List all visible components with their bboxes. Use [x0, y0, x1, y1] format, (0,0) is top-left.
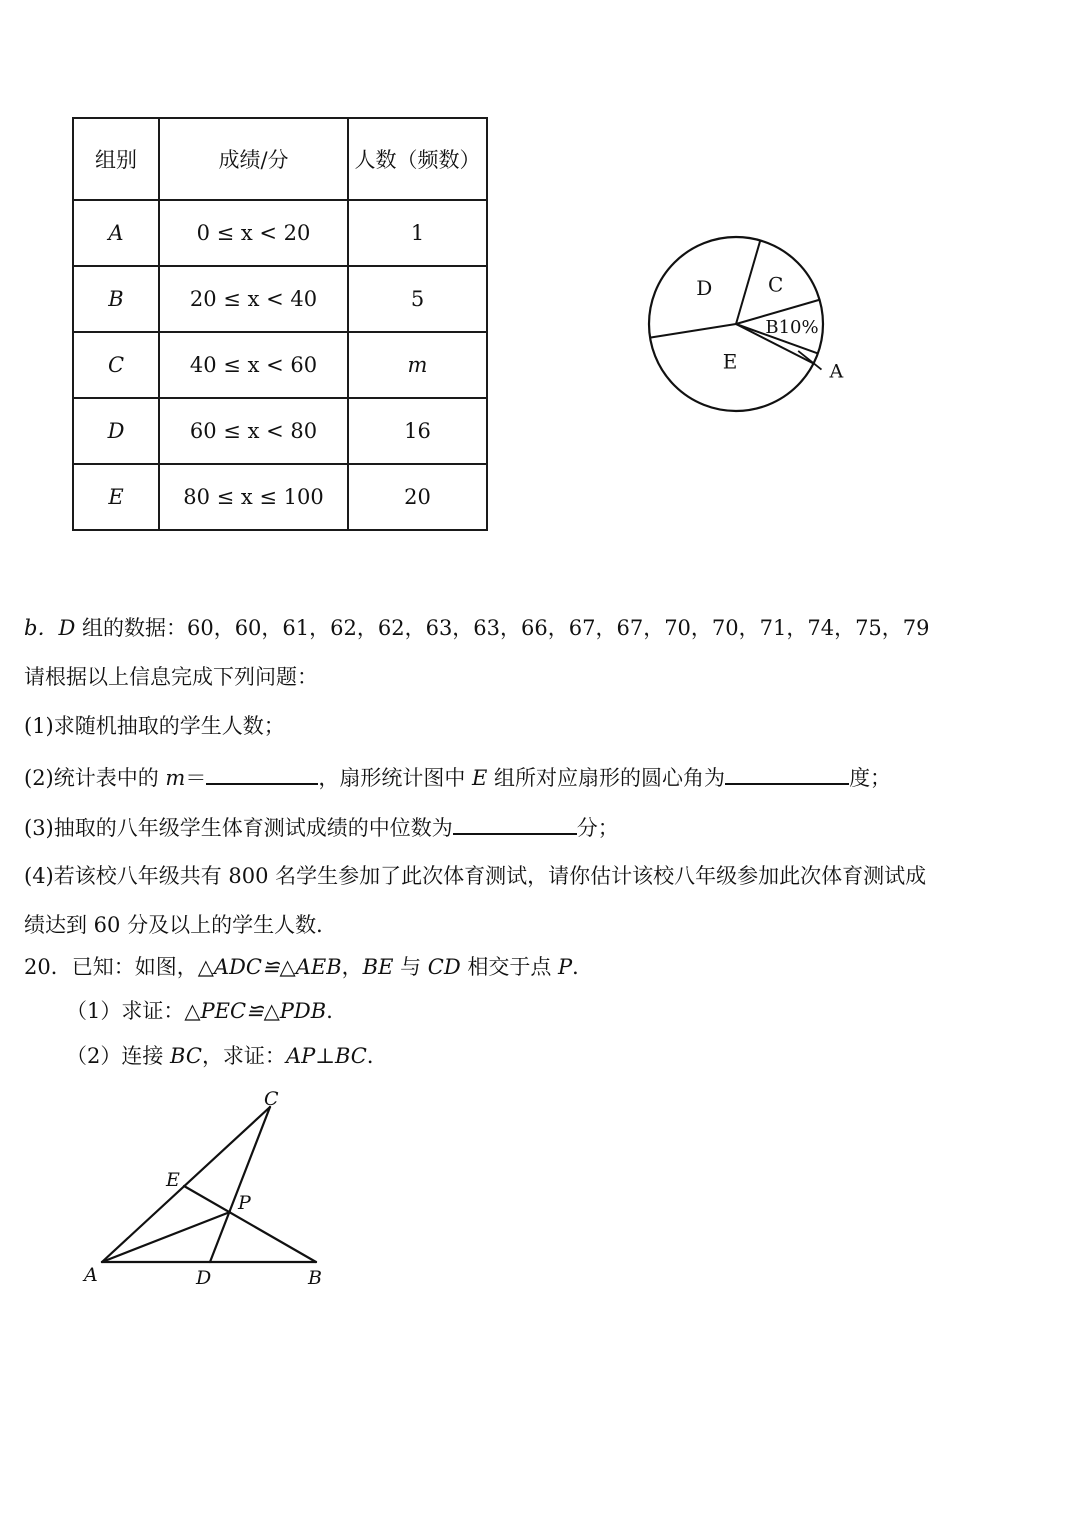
p20-text-e: ．: [572, 955, 594, 979]
row-count: 5: [348, 266, 487, 332]
segment-cd: [210, 1107, 270, 1262]
pie-slice-e-edge: [650, 324, 736, 338]
q2-text-a: (2)统计表中的: [24, 766, 166, 790]
problem-20: [24, 952, 593, 982]
question-4-line-2: 绩达到 60 分及以上的学生人数．: [24, 913, 338, 937]
frequency-table: [72, 117, 488, 531]
point-a-label: A: [84, 1264, 98, 1286]
q2-text-c: ，扇形统计图中: [318, 766, 473, 790]
header-group: 组别: [73, 118, 159, 200]
p20-text-a: 20．已知：如图，: [24, 955, 198, 979]
row-group: D: [73, 398, 159, 464]
question-2: [24, 761, 891, 793]
q2-e: E: [472, 766, 488, 790]
q2-text-d: 组所对应扇形的圆心角为: [487, 766, 726, 790]
segment-ac: [102, 1107, 270, 1262]
row-range: 20 ≤ x < 40: [159, 266, 348, 332]
p20-text-d: 相交于点: [460, 955, 559, 979]
point-c-label: C: [264, 1088, 279, 1110]
pie-label-b: B10%: [765, 316, 819, 338]
point-d-label: D: [196, 1267, 212, 1289]
table-row: [73, 332, 487, 398]
line-b: [24, 613, 930, 643]
row-count: 16: [348, 398, 487, 464]
p20-s2-text-a: （2）连接: [66, 1044, 171, 1068]
line-b-group: D: [58, 616, 76, 640]
intro-text: 请根据以上信息完成下列问题：: [24, 665, 318, 689]
q2-blank-m[interactable]: [206, 761, 318, 785]
pie-chart: [630, 225, 870, 425]
segment-ap: [102, 1212, 230, 1262]
table-header-row: [73, 118, 487, 200]
p20-cd: CD: [427, 955, 461, 979]
p20-p: P: [558, 955, 573, 979]
q3-text: (3)抽取的八年级学生体育测试成绩的中位数为: [24, 816, 453, 840]
point-b-label: B: [308, 1267, 322, 1289]
p20-congruence: △ADC≌△AEB: [197, 955, 342, 979]
row-group: C: [73, 332, 159, 398]
pie-label-e: E: [722, 349, 738, 374]
q3-blank-median[interactable]: [453, 811, 577, 835]
row-count: m: [348, 332, 487, 398]
p20-be: BE: [362, 955, 394, 979]
point-p-label: P: [238, 1192, 251, 1214]
header-count: 人数（频数）: [348, 118, 487, 200]
q2-end: 度；: [849, 766, 892, 790]
table-row: [73, 464, 487, 530]
pie-label-c: C: [767, 272, 784, 297]
row-count: 20: [348, 464, 487, 530]
header-score: 成绩/分: [159, 118, 348, 200]
question-1: (1)求随机抽取的学生人数；: [24, 714, 285, 738]
problem-20-part-2: [66, 1041, 388, 1071]
triangle-figure: [80, 1085, 350, 1290]
row-range: 80 ≤ x ≤ 100: [159, 464, 348, 530]
row-range: 60 ≤ x < 80: [159, 398, 348, 464]
q3-end: 分；: [576, 816, 619, 840]
p20-s2-end: ．: [366, 1044, 388, 1068]
point-e-label: E: [166, 1169, 180, 1191]
q2-blank-angle[interactable]: [725, 761, 849, 785]
row-range: 40 ≤ x < 60: [159, 332, 348, 398]
p20-s1-text: （1）求证：: [66, 999, 185, 1023]
p20-s2-bc: BC: [170, 1044, 202, 1068]
problem-20-part-1: [66, 996, 347, 1026]
question-3: [24, 811, 619, 843]
q2-text-b: ＝: [185, 766, 207, 790]
table-row: [73, 200, 487, 266]
row-count: 1: [348, 200, 487, 266]
p20-s1-math: △PEC≌△PDB: [184, 999, 327, 1023]
question-4-line-1: (4)若该校八年级共有 800 名学生参加了此次体育测试，请你估计该校八年级参加此次体育测试成: [24, 864, 927, 888]
line-b-data: 组的数据：60，60，61，62，62，63，63，66，67，67，70，70，71，74，75，79: [75, 616, 930, 640]
row-group: A: [73, 200, 159, 266]
p20-text-c: 与: [393, 955, 428, 979]
table-row: [73, 398, 487, 464]
row-range: 0 ≤ x < 20: [159, 200, 348, 266]
pie-label-a: A: [829, 360, 844, 383]
p20-s2-text-b: ，求证：: [201, 1044, 286, 1068]
p20-s2-math: AP⊥BC: [285, 1044, 367, 1068]
line-b-prefix: b．: [24, 616, 59, 640]
row-group: E: [73, 464, 159, 530]
pie-slice-d-edge: [736, 240, 760, 324]
row-group: B: [73, 266, 159, 332]
pie-label-d: D: [696, 275, 713, 300]
p20-s1-end: ．: [326, 999, 348, 1023]
table-row: [73, 266, 487, 332]
q2-m: m: [165, 766, 186, 790]
p20-text-b: ，: [341, 955, 363, 979]
